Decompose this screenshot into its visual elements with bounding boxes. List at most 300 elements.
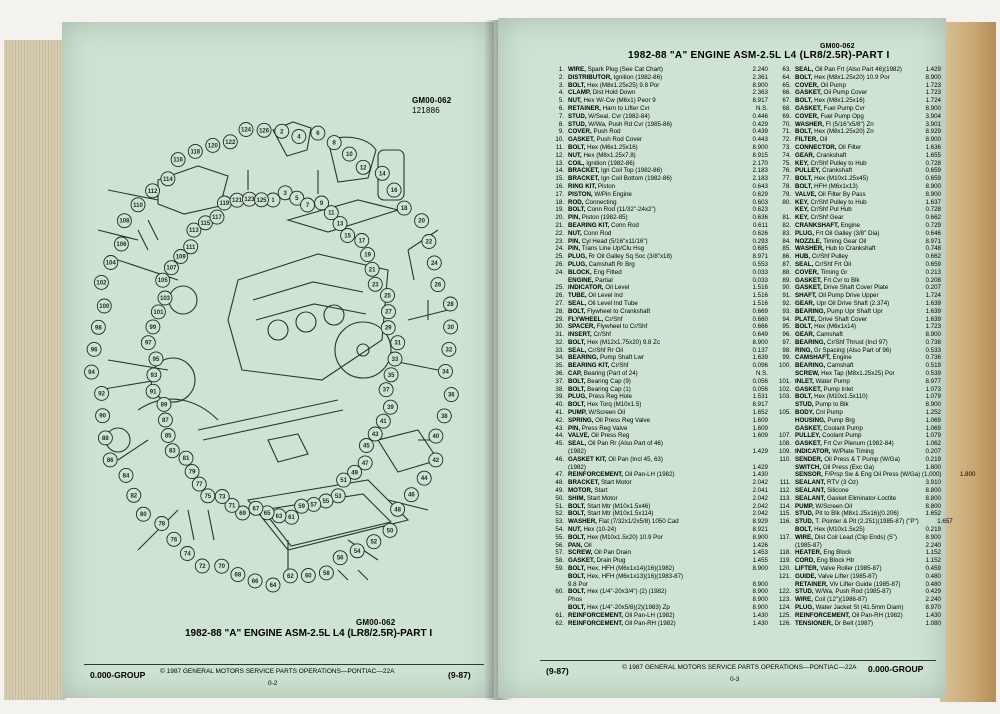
- parts-list-row: [773, 97, 941, 105]
- part-group-number: 1.531: [752, 393, 768, 401]
- parts-list-row: [773, 370, 941, 378]
- part-description: STUD, W/Wa, Push Rod (1985-87): [795, 588, 892, 596]
- callout-98: [91, 320, 105, 334]
- part-group-number: 1.429: [752, 448, 768, 456]
- part-description: PAN, Oil: [568, 541, 592, 549]
- part-description: PULLEY, Crankshaft: [795, 167, 853, 175]
- svg-text:96: 96: [90, 347, 98, 354]
- parts-list-row: [773, 261, 941, 269]
- part-description: PIN, Press Reg Valve: [568, 424, 628, 432]
- parts-list-row: [773, 479, 941, 487]
- svg-text:92: 92: [98, 391, 105, 398]
- part-group-number: 1.429: [925, 66, 941, 73]
- part-group-number: 0.736: [925, 354, 941, 362]
- parts-list-row: [773, 230, 941, 238]
- callout-46: [404, 488, 418, 502]
- svg-text:32: 32: [445, 347, 453, 354]
- callout-84: [119, 468, 133, 482]
- svg-text:1: 1: [271, 198, 275, 204]
- part-group-number: 1.657: [937, 518, 953, 526]
- part-group-number: 0.539: [925, 370, 941, 378]
- parts-list-row: [546, 152, 768, 160]
- parts-list-row: [546, 495, 768, 503]
- svg-text:79: 79: [188, 469, 196, 476]
- callout-103: [158, 291, 172, 305]
- callout-16: [387, 183, 401, 197]
- parts-list-row: [546, 167, 768, 175]
- part-description: COVER, Push Rod: [568, 128, 621, 136]
- part-group-number: 0.519: [925, 362, 941, 370]
- part-number-index: 123.: [778, 596, 791, 604]
- part-description: BOLT, Start Mtr (M10x1.5x46): [568, 502, 651, 510]
- svg-text:76: 76: [170, 537, 178, 544]
- callout-78: [155, 517, 169, 531]
- part-group-number: 1.062: [925, 440, 941, 448]
- part-number-index: [773, 401, 795, 409]
- parts-list-row: [546, 331, 768, 339]
- part-number-index: 79.: [782, 190, 791, 198]
- part-description: HUB, Cr/Shf Pulley: [795, 253, 848, 261]
- part-group-number: 1.723: [925, 81, 941, 89]
- part-number-index: 12.: [555, 151, 564, 159]
- parts-list-row: [546, 612, 768, 620]
- callout-64: [266, 578, 280, 592]
- part-description: SEAL, Oil Level Ind Tube: [568, 299, 638, 307]
- svg-text:14: 14: [378, 171, 386, 178]
- part-number-index: 96.: [782, 331, 791, 339]
- svg-text:98: 98: [95, 325, 102, 332]
- callout-110: [131, 198, 145, 212]
- parts-list-row: [773, 206, 941, 214]
- svg-text:57: 57: [310, 502, 318, 509]
- parts-list-row: [546, 253, 768, 261]
- part-description: SEAL, Oil Pan Frt (Also Part 46)(1982): [795, 66, 902, 73]
- svg-text:53: 53: [334, 493, 342, 500]
- part-number-index: 59.: [555, 565, 564, 572]
- part-group-number: 0.056: [752, 377, 768, 385]
- svg-text:72: 72: [198, 564, 206, 570]
- part-number-index: 11.: [555, 143, 564, 151]
- part-group-number: 1.080: [925, 619, 941, 627]
- part-group-number: 8.900: [752, 143, 768, 151]
- svg-text:56: 56: [336, 555, 344, 562]
- callout-101: [151, 305, 165, 319]
- parts-list-row: [773, 581, 941, 589]
- parts-list-row: [546, 401, 768, 409]
- part-description: SEALANT, RTV (3 Oz): [795, 479, 859, 487]
- parts-list-row: [773, 152, 941, 160]
- part-number-index: 52.: [555, 510, 564, 518]
- svg-text:26: 26: [434, 282, 442, 289]
- part-group-number: 8.915: [752, 151, 768, 159]
- part-group-number: 0.659: [925, 175, 941, 183]
- svg-text:70: 70: [218, 564, 226, 571]
- callout-8: [327, 136, 341, 150]
- parts-list-row: [546, 261, 768, 269]
- parts-list-row: [773, 175, 941, 183]
- part-number-index: 10.: [555, 136, 564, 144]
- svg-text:12: 12: [359, 165, 367, 172]
- parts-list-row: [773, 284, 941, 292]
- part-description: (1982): [568, 448, 586, 456]
- part-description: GASKET, Pump Inlet: [795, 385, 854, 393]
- part-group-number: 1.073: [925, 385, 941, 393]
- part-number-index: 65.: [782, 81, 791, 89]
- svg-text:120: 120: [207, 143, 218, 150]
- part-number-index: 83.: [782, 229, 791, 237]
- parts-list-row: [773, 300, 941, 308]
- part-description: BOLT, Hex (M8x1.25x20) 10.9 Por: [795, 73, 890, 81]
- svg-text:84: 84: [122, 473, 130, 480]
- part-number-index: 46.: [555, 455, 564, 463]
- part-description: INDICATOR, Oil Level: [568, 284, 630, 292]
- svg-text:124: 124: [240, 127, 252, 134]
- parts-list-row: [773, 113, 941, 121]
- part-description: KEY, Cr/Shf Gear: [795, 214, 844, 222]
- part-group-number: 8.900: [925, 190, 941, 198]
- callout-37: [379, 383, 393, 397]
- callout-89: [157, 397, 171, 411]
- callout-87: [158, 413, 172, 427]
- parts-list-row: [546, 464, 768, 472]
- part-description: CLAMP, Dist Hold Down: [568, 89, 636, 97]
- part-description: PIN, Trans Line Up/Clu Hsg: [568, 245, 645, 253]
- part-number-index: [546, 573, 568, 581]
- part-description: CAP, Bearing (Part of 24): [568, 370, 638, 378]
- svg-text:2: 2: [280, 129, 284, 136]
- part-number-index: [773, 581, 795, 589]
- callout-122: [223, 135, 237, 149]
- part-number-index: [773, 464, 795, 472]
- callout-34: [439, 364, 453, 378]
- part-number-index: 114.: [779, 502, 791, 510]
- part-number-index: 112.: [779, 487, 791, 495]
- svg-text:34: 34: [442, 369, 449, 376]
- parts-list-row: [773, 245, 941, 253]
- parts-list-row: [546, 362, 768, 370]
- part-description: BEARING, Camshaft: [795, 362, 854, 370]
- part-number-index: 44.: [555, 432, 564, 440]
- part-description: WIRE, Spark Plug (See Cat Chart): [568, 66, 663, 73]
- part-description: (1982): [568, 463, 586, 471]
- part-number-index: 64.: [782, 73, 791, 81]
- parts-list-row: [546, 471, 768, 479]
- parts-list-row: [546, 292, 768, 300]
- part-number-index: 88.: [782, 268, 791, 276]
- svg-text:37: 37: [382, 387, 390, 394]
- part-number-index: 90.: [782, 284, 791, 292]
- svg-text:91: 91: [149, 389, 157, 396]
- part-description: BEARING, Cr/Shf Thrust (Incl 97): [795, 338, 888, 346]
- part-description: SEALANT, Silicone: [795, 487, 849, 495]
- part-description: MOTOR, Start: [568, 487, 608, 495]
- svg-text:112: 112: [147, 188, 158, 195]
- part-group-number: 0.646: [925, 229, 941, 237]
- part-group-number: 0.636: [752, 214, 768, 222]
- engine-block: [228, 254, 388, 380]
- parts-list-row: [773, 417, 941, 425]
- exploded-engine-diagram: [78, 110, 468, 600]
- part-description: BOLT, Flywheel to Crankshaft: [568, 307, 651, 315]
- part-number-index: 20.: [555, 214, 564, 222]
- diagram-ref-sub: 121886: [412, 106, 440, 115]
- callout-56: [333, 551, 347, 565]
- svg-text:77: 77: [195, 482, 203, 489]
- svg-text:40: 40: [432, 434, 440, 441]
- part-group-number: 8.977: [925, 377, 941, 385]
- part-group-number: 8.921: [752, 526, 768, 534]
- callout-73: [215, 490, 229, 504]
- part-description: KEY, Cr/Shf Pul Hub: [795, 206, 852, 214]
- part-group-number: 0.480: [925, 580, 941, 588]
- part-number-index: 26.: [555, 292, 564, 300]
- svg-text:41: 41: [379, 419, 387, 426]
- svg-text:104: 104: [105, 260, 116, 267]
- part-group-number: 2.042: [752, 494, 768, 502]
- part-group-number: 0.662: [925, 253, 941, 261]
- part-number-index: 63.: [782, 66, 791, 73]
- parts-list-row: [546, 526, 768, 534]
- part-description: Phos: [568, 596, 583, 604]
- parts-list-row: [546, 66, 768, 74]
- svg-text:8: 8: [332, 140, 336, 147]
- part-number-index: 68.: [782, 104, 791, 112]
- svg-text:80: 80: [140, 512, 147, 519]
- part-description: VALVE, Oil Press Reg: [568, 432, 630, 440]
- callout-114: [161, 172, 175, 186]
- svg-text:31: 31: [394, 340, 402, 347]
- part-number-index: [773, 370, 795, 378]
- part-group-number: 1.455: [752, 557, 768, 565]
- part-number-index: 38.: [555, 385, 564, 393]
- part-description: BOLT, Hex (M8x1.25x16): [795, 97, 865, 105]
- part-number-index: 108.: [778, 440, 791, 448]
- part-group-number: 8.900: [752, 588, 768, 596]
- callout-105: [156, 273, 170, 287]
- part-description: GASKET, Drive Shaft Cover Plate: [795, 284, 889, 292]
- parts-list-row: [773, 323, 941, 331]
- part-description: PLUG, Press Reg Hole: [568, 393, 632, 401]
- part-description: SHIM, Start Motor: [568, 494, 618, 502]
- part-group-number: 0.439: [752, 128, 768, 136]
- right-footer-rule: [540, 660, 936, 661]
- callout-95: [149, 352, 163, 366]
- part-number-index: 67.: [782, 97, 791, 105]
- svg-text:24: 24: [430, 260, 438, 267]
- callout-116: [171, 153, 185, 167]
- left-footer-group: 0.000-GROUP: [90, 670, 146, 680]
- parts-list-row: [546, 183, 768, 191]
- part-description: (1985-87): [795, 541, 822, 549]
- part-number-index: 22.: [555, 229, 564, 237]
- part-group-number: 0.626: [752, 229, 768, 237]
- callout-6: [311, 126, 325, 140]
- part-group-number: 0.429: [925, 588, 941, 596]
- part-description: GUIDE, Valve Lifter (1985-87): [795, 572, 878, 580]
- parts-list-row: [773, 456, 941, 464]
- part-number-index: 119.: [779, 557, 791, 565]
- parts-list-row: [773, 214, 941, 222]
- svg-text:65: 65: [263, 510, 271, 517]
- parts-list-row: [546, 347, 768, 355]
- svg-text:115: 115: [200, 220, 211, 227]
- part-number-index: 25.: [555, 253, 564, 261]
- part-description: PLUG, Camshaft Rr Brg: [568, 260, 635, 268]
- part-group-number: 1.426: [752, 541, 768, 549]
- part-group-number: 3.904: [925, 112, 941, 120]
- part-description: BEARING, Pump Shaft Lwr: [568, 354, 645, 362]
- part-description: RING, Gr Spacing (Also Part of 96): [795, 346, 892, 354]
- callout-27: [382, 305, 396, 319]
- parts-list-row: [546, 214, 768, 222]
- part-group-number: 0.623: [752, 206, 768, 214]
- part-description: GASKET, Fuel Pump Cvr: [795, 104, 865, 112]
- part-group-number: 2.240: [925, 541, 941, 549]
- part-group-number: 8.800: [925, 487, 941, 495]
- parts-list-row: [773, 136, 941, 144]
- part-description: GEAR, Camshaft: [795, 331, 843, 339]
- parts-list-row: [546, 269, 768, 277]
- part-description: HOUSING, Pump Brg: [795, 416, 855, 424]
- part-group-number: 8.900: [752, 81, 768, 89]
- part-number-index: 98.: [782, 346, 791, 354]
- parts-list-row: [546, 105, 768, 113]
- svg-text:55: 55: [322, 499, 330, 505]
- parts-list-row: [546, 245, 768, 253]
- svg-text:108: 108: [119, 218, 130, 225]
- part-number-index: 13.: [555, 159, 564, 167]
- part-group-number: 0.666: [752, 323, 768, 331]
- parts-list-row: [546, 573, 768, 581]
- part-group-number: 3.910: [925, 479, 941, 487]
- callout-121: [230, 193, 244, 207]
- callout-68: [231, 568, 245, 582]
- part-number-index: 18.: [555, 198, 564, 206]
- part-number-index: 14.: [555, 167, 564, 175]
- parts-list-row: [773, 565, 941, 573]
- part-group-number: 1.252: [925, 409, 941, 417]
- part-description: PLUG, Rr Oil Galley Sq Soc (3/8"x18): [568, 253, 672, 261]
- part-number-index: 16.: [555, 182, 564, 190]
- part-group-number: 8.900: [925, 401, 941, 409]
- svg-text:105: 105: [157, 278, 168, 285]
- svg-text:46: 46: [408, 492, 415, 499]
- part-number-index: 30.: [555, 323, 564, 331]
- part-description: WASHER, Hub to Crankshaft: [795, 245, 876, 253]
- part-number-index: [546, 448, 568, 456]
- part-number-index: 55.: [555, 533, 564, 541]
- part-description: COVER, Timing Gr: [795, 268, 848, 276]
- svg-text:21: 21: [368, 267, 376, 274]
- svg-text:38: 38: [440, 413, 448, 420]
- parts-list-row: [546, 487, 768, 495]
- left-footer-copyright: © 1987 GENERAL MOTORS SERVICE PARTS OPERATIONS—PONTIAC—22A: [160, 668, 395, 675]
- callout-77: [192, 477, 206, 491]
- svg-text:3: 3: [283, 190, 287, 197]
- svg-text:81: 81: [182, 456, 190, 463]
- svg-text:17: 17: [358, 238, 366, 245]
- part-description: RETAINER, Vlv Lifter Guide (1985-87): [795, 580, 901, 588]
- part-number-index: 77.: [782, 175, 791, 183]
- callout-75: [201, 489, 215, 503]
- part-group-number: 0.056: [752, 385, 768, 393]
- parts-list-column-1: [546, 66, 768, 627]
- part-number-index: 70.: [782, 120, 791, 128]
- part-group-number: 0.662: [925, 214, 941, 222]
- right-footer-copyright: © 1987 GENERAL MOTORS SERVICE PARTS OPERATIONS—PONTIAC—22A: [622, 664, 857, 671]
- part-number-index: 29.: [555, 315, 564, 323]
- part-group-number: 8.900: [925, 104, 941, 112]
- part-number-index: 125.: [778, 611, 791, 619]
- callout-91: [146, 384, 160, 398]
- part-number-index: 110.: [779, 455, 791, 463]
- part-description: WIRE, Coil (12")(1986-87): [795, 596, 868, 604]
- part-description: BOLT, Hex (M10x1.5x110): [795, 393, 868, 401]
- part-number-index: [773, 542, 795, 550]
- parts-list-row: [546, 136, 768, 144]
- part-number-index: 120.: [778, 565, 791, 572]
- part-description: PUMP, W/Screen Oil: [795, 502, 852, 510]
- parts-list-row: [773, 339, 941, 347]
- part-number-index: 76.: [782, 167, 791, 175]
- callout-99: [146, 320, 160, 334]
- part-group-number: 0.659: [925, 167, 941, 175]
- part-description: FILTER, Oil: [795, 136, 828, 144]
- svg-text:68: 68: [234, 572, 242, 579]
- part-description: BOLT, Hex (1/4"-20x5/8)(2)(1983) Zp: [568, 603, 670, 611]
- part-number-index: 1.: [558, 66, 564, 73]
- part-number-index: 28.: [555, 307, 564, 315]
- part-description: SENDER, Oil Press & T Pump (W/Ga): [795, 455, 900, 463]
- parts-list-row: [773, 386, 941, 394]
- part-group-number: 8.800: [925, 502, 941, 510]
- svg-text:100: 100: [99, 304, 110, 310]
- callout-15: [341, 229, 355, 243]
- part-group-number: N.S.: [755, 370, 768, 378]
- part-group-number: 1.724: [925, 292, 941, 300]
- parts-list-row: [546, 97, 768, 105]
- parts-list-row: [773, 487, 941, 495]
- svg-text:22: 22: [425, 239, 433, 246]
- svg-text:7: 7: [305, 203, 310, 209]
- part-description: RING KIT, Piston: [568, 182, 616, 190]
- part-group-number: 1.430: [752, 619, 768, 627]
- callout-60: [301, 569, 315, 583]
- svg-text:109: 109: [175, 254, 186, 261]
- part-number-index: 53.: [555, 518, 564, 526]
- svg-text:85: 85: [164, 433, 172, 440]
- svg-text:113: 113: [189, 228, 199, 235]
- part-description: GEAR, Crankshaft: [795, 151, 847, 159]
- parts-list-row: [773, 425, 941, 433]
- part-number-index: 103.: [778, 393, 791, 401]
- part-number-index: 23.: [555, 237, 564, 245]
- parts-list-row: [546, 191, 768, 199]
- parts-list-row: [546, 534, 768, 542]
- callout-25: [381, 288, 395, 302]
- callout-66: [248, 574, 262, 588]
- svg-text:50: 50: [386, 528, 394, 535]
- parts-list-row: [546, 448, 768, 456]
- part-group-number: 8.900: [752, 533, 768, 541]
- part-number-index: 124.: [778, 603, 791, 611]
- callout-72: [195, 559, 209, 573]
- part-group-number: 1.800: [960, 471, 976, 479]
- svg-text:101: 101: [153, 309, 164, 316]
- part-number-index: 7.: [558, 112, 564, 120]
- parts-list-row: [546, 456, 768, 464]
- part-group-number: 8.900: [925, 182, 941, 190]
